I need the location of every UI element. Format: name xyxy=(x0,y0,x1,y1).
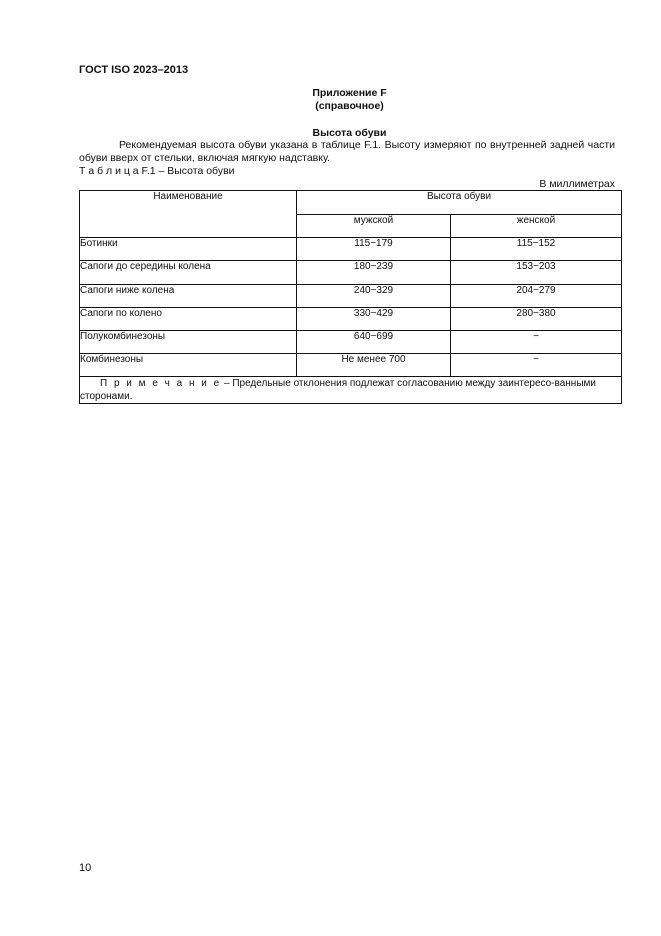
table-row xyxy=(80,308,622,331)
body-paragraph: Рекомендуемая высота обуви указана в таблице F.1. Высоту измеряют по внутренней задней части обуви вверх от стельки, включая мягкую надставку. xyxy=(79,139,615,164)
row-name: Комбинезоны xyxy=(80,354,297,377)
row-male-value: 330−429 xyxy=(297,308,451,331)
row-female-value: − xyxy=(451,354,622,377)
table-row xyxy=(80,331,622,354)
note-label: П р и м е ч а н и е xyxy=(100,378,222,389)
annex-subtitle: (справочное) xyxy=(315,100,384,112)
table-row xyxy=(80,285,622,308)
note-text: – Предельные отклонения подлежат согласованию между заинтересо-ванными сторонами. xyxy=(80,378,596,402)
table-row xyxy=(80,354,622,377)
section-title: Высота обуви xyxy=(312,127,387,139)
row-male-value: 115−179 xyxy=(297,238,451,261)
header-height-group: Высота обуви xyxy=(297,191,622,215)
table-caption-prefix: Т а б л и ц а xyxy=(79,165,139,177)
table-caption xyxy=(79,165,235,177)
row-name: Полукомбинезоны xyxy=(80,331,297,354)
table-units: В миллиметрах xyxy=(539,178,615,190)
row-male-value: 180−239 xyxy=(297,261,451,285)
table-note xyxy=(80,377,622,404)
table-note-row xyxy=(80,377,622,404)
header-male: мужской xyxy=(297,215,451,238)
row-name: Сапоги по колено xyxy=(80,308,297,331)
row-male-value: 640−699 xyxy=(297,331,451,354)
standard-code: ГОСТ ISO 2023–2013 xyxy=(79,64,189,76)
row-male-value: 240−329 xyxy=(297,285,451,308)
row-female-value: 153−203 xyxy=(451,261,622,285)
row-female-value: − xyxy=(451,331,622,354)
page-number: 10 xyxy=(79,862,92,874)
table-caption-text: F.1 – Высота обуви xyxy=(138,165,235,177)
annex-title: Приложение F xyxy=(312,87,387,99)
row-name: Сапоги ниже колена xyxy=(80,285,297,308)
shoe-height-table xyxy=(79,190,622,404)
header-name: Наименование xyxy=(80,191,297,238)
row-female-value: 280−380 xyxy=(451,308,622,331)
row-male-value: Не менее 700 xyxy=(297,354,451,377)
table-row xyxy=(80,238,622,261)
header-female: женской xyxy=(451,215,622,238)
row-name: Ботинки xyxy=(80,238,297,261)
row-female-value: 204−279 xyxy=(451,285,622,308)
row-name: Сапоги до середины колена xyxy=(80,261,297,285)
row-female-value: 115−152 xyxy=(451,238,622,261)
table-row xyxy=(80,261,622,285)
